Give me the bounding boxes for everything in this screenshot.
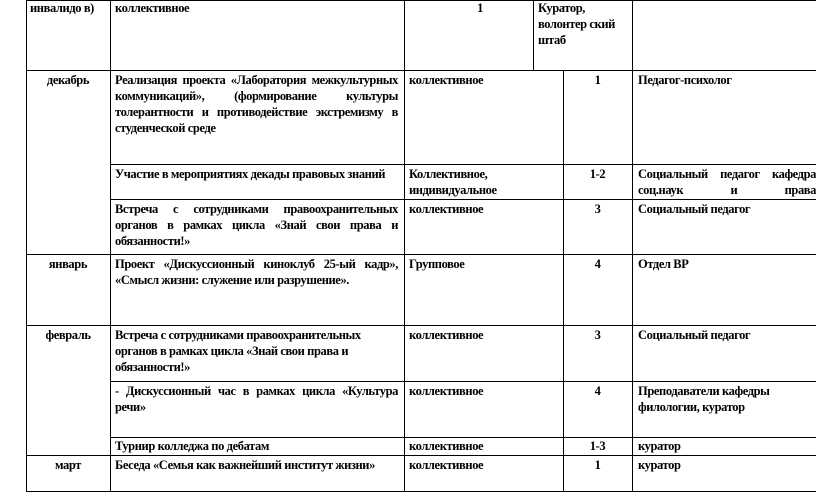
- activity-cell: Реализация проекта «Лаборатория межкультурных коммуникаций», (формирование культуры толерантности и противодействие экстремизму в студенческой среде: [115, 73, 398, 135]
- form-cell: коллективное: [409, 384, 484, 398]
- row-border: [110, 199, 816, 200]
- column-border: [563, 70, 564, 492]
- activity-cell: Проект «Дискуссионный киноклуб 25-ый кадр», «Смысл жизни: служение или разрушение».: [115, 257, 398, 287]
- column-border: [632, 0, 633, 492]
- activity-cell: Участие в мероприятиях декады правовых знаний: [115, 167, 386, 181]
- activity-cell: Турнир колледжа по дебатам: [115, 439, 269, 453]
- activity-cell: Встреча с сотрудниками правоохранительных органов в рамках цикла «Знай свои права и обязанности!»: [115, 202, 398, 248]
- form-cell: коллективное: [409, 73, 484, 87]
- responsible-cell: Преподаватели кафедры филологии, куратор: [638, 384, 770, 414]
- responsible-cell: Социальный педагог: [638, 202, 751, 216]
- form-cell: Коллективное, индивидуальное: [409, 167, 497, 197]
- row-border: [110, 381, 816, 382]
- activity-cell: коллективное: [115, 1, 190, 15]
- count-cell: 3: [594, 328, 601, 342]
- column-border: [110, 0, 111, 492]
- row-border: [26, 70, 816, 71]
- month-cell: февраль: [45, 328, 91, 342]
- row-border: [26, 491, 816, 492]
- row-border: [110, 164, 816, 165]
- form-cell: Групповое: [409, 257, 465, 271]
- row-border: [26, 254, 816, 255]
- responsible-cell: куратор: [638, 439, 681, 453]
- responsible-cell: куратор: [638, 458, 681, 472]
- column-border: [533, 0, 534, 70]
- count-cell: 1: [477, 1, 483, 15]
- count-cell: 1: [594, 458, 601, 472]
- responsible-cell: Куратор, волонтер ский штаб: [538, 1, 615, 47]
- count-cell: 1-3: [589, 439, 606, 453]
- form-cell: коллективное: [409, 202, 484, 216]
- count-cell: 1-2: [589, 167, 606, 181]
- form-cell: коллективное: [409, 439, 484, 453]
- form-cell: коллективное: [409, 458, 484, 472]
- month-cell: декабрь: [46, 73, 90, 87]
- activity-cell: Встреча с сотрудниками правоохранительных органов в рамках цикла «Знай свои права и обязанности!»: [115, 328, 361, 374]
- count-cell: 4: [594, 257, 601, 271]
- form-cell: коллективное: [409, 328, 484, 342]
- count-cell: 3: [594, 202, 601, 216]
- month-cell: январь: [48, 257, 88, 271]
- responsible-cell: Социальный педагог кафедра соц.наук и права: [638, 167, 816, 197]
- count-cell: 4: [594, 384, 601, 398]
- activity-cell: - Дискуссионный час в рамках цикла «Культура речи»: [115, 384, 398, 414]
- month-cell: инвалидо в): [30, 1, 94, 15]
- count-cell: 1: [594, 73, 601, 87]
- row-border: [26, 325, 816, 326]
- responsible-cell: Отдел ВР: [638, 257, 689, 271]
- activity-cell: Беседа «Семья как важнейший институт жизни»: [115, 458, 375, 472]
- column-border: [404, 0, 405, 70]
- responsible-cell: Социальный педагог: [638, 328, 751, 342]
- row-border: [26, 455, 816, 456]
- responsible-cell: Педагог-психолог: [638, 73, 732, 87]
- column-border: [404, 70, 405, 492]
- month-cell: март: [54, 458, 81, 472]
